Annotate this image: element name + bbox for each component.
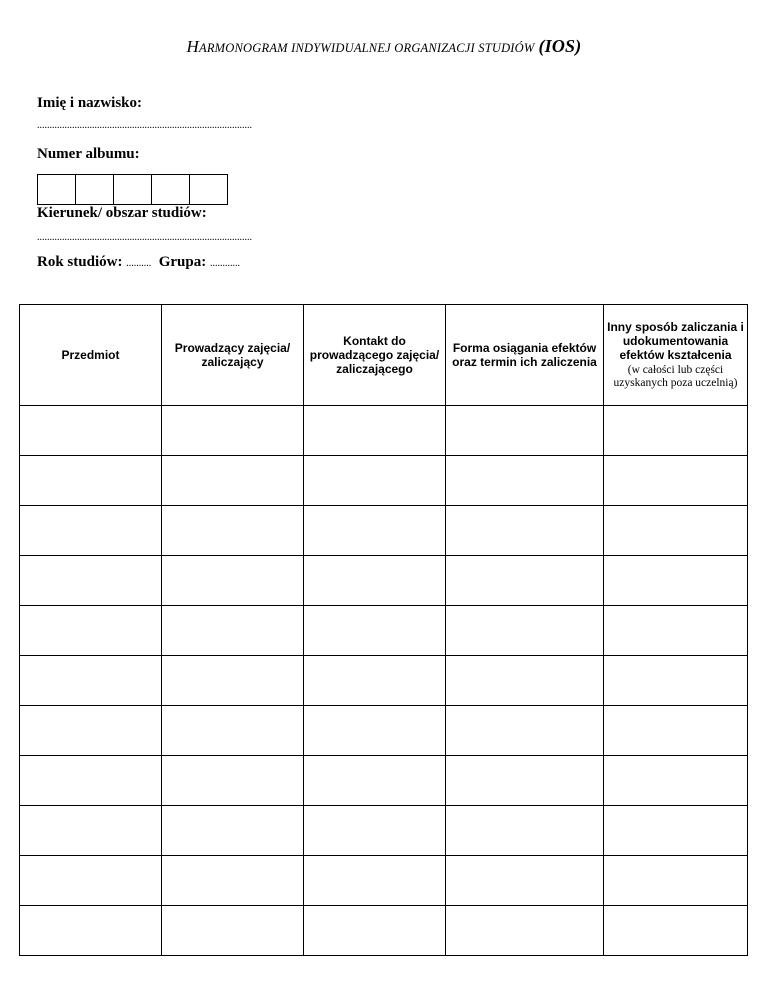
title-abbrev: (IOS) (538, 36, 582, 56)
table-cell[interactable] (162, 906, 304, 956)
album-digit-box[interactable] (190, 175, 228, 204)
table-cell[interactable] (604, 906, 748, 956)
table-row (20, 706, 748, 756)
table-cell[interactable] (446, 406, 604, 456)
document-title (0, 36, 768, 57)
header-kontakt: Kontakt do prowadzącego zajęcia/ zaliczającego (304, 305, 446, 406)
grupa-field[interactable]: ............ (209, 258, 240, 269)
table-cell[interactable] (20, 406, 162, 456)
table-cell[interactable] (20, 806, 162, 856)
table-cell[interactable] (304, 406, 446, 456)
table-cell[interactable] (446, 906, 604, 956)
table-cell[interactable] (604, 656, 748, 706)
header-prowadzacy: Prowadzący zajęcia/ zaliczający (162, 305, 304, 406)
table-cell[interactable] (446, 706, 604, 756)
table-cell[interactable] (162, 806, 304, 856)
table-cell[interactable] (446, 506, 604, 556)
grupa-label: Grupa: (158, 254, 207, 270)
table-cell[interactable] (304, 756, 446, 806)
table-cell[interactable] (304, 606, 446, 656)
album-digit-box[interactable] (76, 175, 114, 204)
table-cell[interactable] (604, 556, 748, 606)
schedule-table (19, 304, 748, 956)
table-cell[interactable] (162, 456, 304, 506)
header-przedmiot: Przedmiot (20, 305, 162, 406)
album-digit-box[interactable] (114, 175, 152, 204)
album-digit-box[interactable] (152, 175, 190, 204)
table-row (20, 756, 748, 806)
table-cell[interactable] (162, 856, 304, 906)
table-cell[interactable] (304, 556, 446, 606)
table-cell[interactable] (162, 506, 304, 556)
table-cell[interactable] (604, 806, 748, 856)
table-cell[interactable] (20, 706, 162, 756)
table-cell[interactable] (162, 606, 304, 656)
table-cell[interactable] (20, 756, 162, 806)
table-row (20, 406, 748, 456)
header-note: (w całości lub części uzyskanych poza uczelnią) (613, 364, 738, 389)
album-number-boxes[interactable] (37, 174, 228, 205)
table-row (20, 556, 748, 606)
table-row (20, 856, 748, 906)
table-cell[interactable] (304, 856, 446, 906)
table-cell[interactable] (162, 406, 304, 456)
table-row (20, 506, 748, 556)
table-cell[interactable] (604, 756, 748, 806)
table-header-row (20, 305, 748, 406)
table-cell[interactable] (604, 856, 748, 906)
table-cell[interactable] (446, 456, 604, 506)
table-cell[interactable] (446, 756, 604, 806)
table-row (20, 656, 748, 706)
table-cell[interactable] (20, 856, 162, 906)
table-cell[interactable] (162, 706, 304, 756)
table-cell[interactable] (304, 906, 446, 956)
rok-label: Rok studiów: (37, 254, 123, 270)
name-field[interactable]: ...................................................................................... (37, 120, 252, 131)
rok-grupa-line (37, 254, 240, 271)
header-forma: Forma osiągania efektów oraz termin ich zaliczenia (446, 305, 604, 406)
table-row (20, 456, 748, 506)
table-cell[interactable] (20, 506, 162, 556)
album-label: Numer albumu: (37, 146, 140, 162)
table-cell[interactable] (304, 456, 446, 506)
title-text: ARMONOGRAM INDYWIDUALNEJ ORGANIZACJI STUDIÓW (199, 41, 535, 55)
table-cell[interactable] (604, 606, 748, 656)
table-cell[interactable] (20, 606, 162, 656)
kierunek-field[interactable]: ...................................................................................... (37, 232, 252, 243)
table-cell[interactable] (304, 506, 446, 556)
table-cell[interactable] (604, 706, 748, 756)
album-digit-box[interactable] (38, 175, 76, 204)
table-cell[interactable] (20, 456, 162, 506)
table-cell[interactable] (604, 456, 748, 506)
table-cell[interactable] (446, 656, 604, 706)
table-cell[interactable] (20, 656, 162, 706)
table-row (20, 606, 748, 656)
table-cell[interactable] (162, 556, 304, 606)
table-cell[interactable] (20, 556, 162, 606)
rok-field[interactable]: .......... (126, 258, 152, 269)
table-cell[interactable] (162, 656, 304, 706)
table-cell[interactable] (604, 506, 748, 556)
table-cell[interactable] (304, 806, 446, 856)
table-cell[interactable] (304, 706, 446, 756)
table-cell[interactable] (20, 906, 162, 956)
table-cell[interactable] (446, 556, 604, 606)
name-label: Imię i nazwisko: (37, 95, 142, 111)
kierunek-label: Kierunek/ obszar studiów: (37, 205, 207, 221)
table-cell[interactable] (304, 656, 446, 706)
table-cell[interactable] (446, 606, 604, 656)
table-row (20, 806, 748, 856)
table-cell[interactable] (162, 756, 304, 806)
table-cell[interactable] (604, 406, 748, 456)
table-cell[interactable] (446, 856, 604, 906)
table-cell[interactable] (446, 806, 604, 856)
table-row (20, 906, 748, 956)
header-inny-sposob: Inny sposób zaliczania i udokumentowania efektów kształcenia (w całości lub części uzyskanych poza uczelnią) (604, 305, 748, 406)
title-initial: H (186, 37, 199, 56)
